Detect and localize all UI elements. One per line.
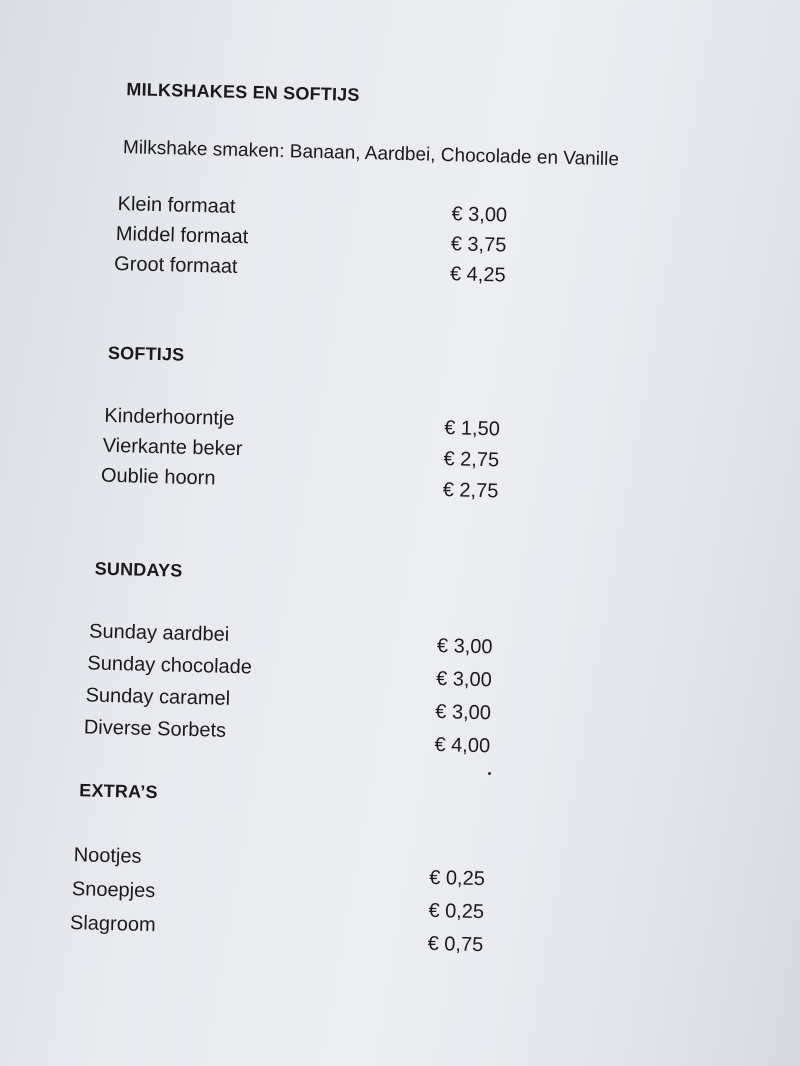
- menu-item-name: Nootjes: [73, 844, 142, 868]
- section-title-extras: EXTRA’S: [79, 780, 158, 803]
- menu-item-price: € 3,00: [435, 667, 492, 692]
- menu-item-name: Snoepjes: [71, 878, 156, 903]
- menu-item-price: € 2,75: [442, 479, 499, 503]
- menu-item-name: Groot formaat: [113, 252, 238, 278]
- section-title-softijs: SOFTIJS: [107, 342, 185, 365]
- section-title-milkshakes: MILKSHAKES EN SOFTIJS: [126, 79, 360, 105]
- menu-item-price: € 3,00: [436, 634, 493, 659]
- section-title-sundays: SUNDAYS: [94, 558, 183, 581]
- menu-item-price: € 4,00: [434, 733, 491, 758]
- menu-item-name: Sunday caramel: [85, 684, 231, 710]
- menu-item-price: € 3,00: [435, 700, 492, 725]
- menu-item-name: Oublie hoorn: [100, 464, 216, 490]
- menu-item-price: € 4,25: [449, 263, 506, 287]
- menu-item-price: € 0,25: [428, 899, 485, 924]
- menu-item-name: Sunday aardbei: [88, 620, 230, 646]
- milkshake-flavours-text: Milkshake smaken: Banaan, Aardbei, Chocolade en Vanille: [122, 137, 620, 171]
- menu-item-price: € 3,00: [451, 203, 508, 227]
- menu-item-name: Middel formaat: [115, 222, 249, 249]
- menu-item-name: Diverse Sorbets: [83, 716, 227, 742]
- menu-item-price: € 0,75: [427, 932, 484, 957]
- menu-item-price: € 1,50: [443, 417, 501, 441]
- menu-item-price: € 0,25: [428, 866, 486, 891]
- menu-item-price: € 2,75: [443, 448, 500, 472]
- menu-item-name: Klein formaat: [117, 193, 236, 218]
- menu-item-price: € 3,75: [450, 233, 507, 257]
- stray-ink-dot: [488, 772, 491, 775]
- menu-item-name: Slagroom: [69, 912, 156, 937]
- menu-item-name: Sunday chocolade: [87, 652, 253, 679]
- menu-item-name: Vierkante beker: [102, 434, 243, 461]
- menu-item-name: Kinderhoorntje: [104, 404, 235, 430]
